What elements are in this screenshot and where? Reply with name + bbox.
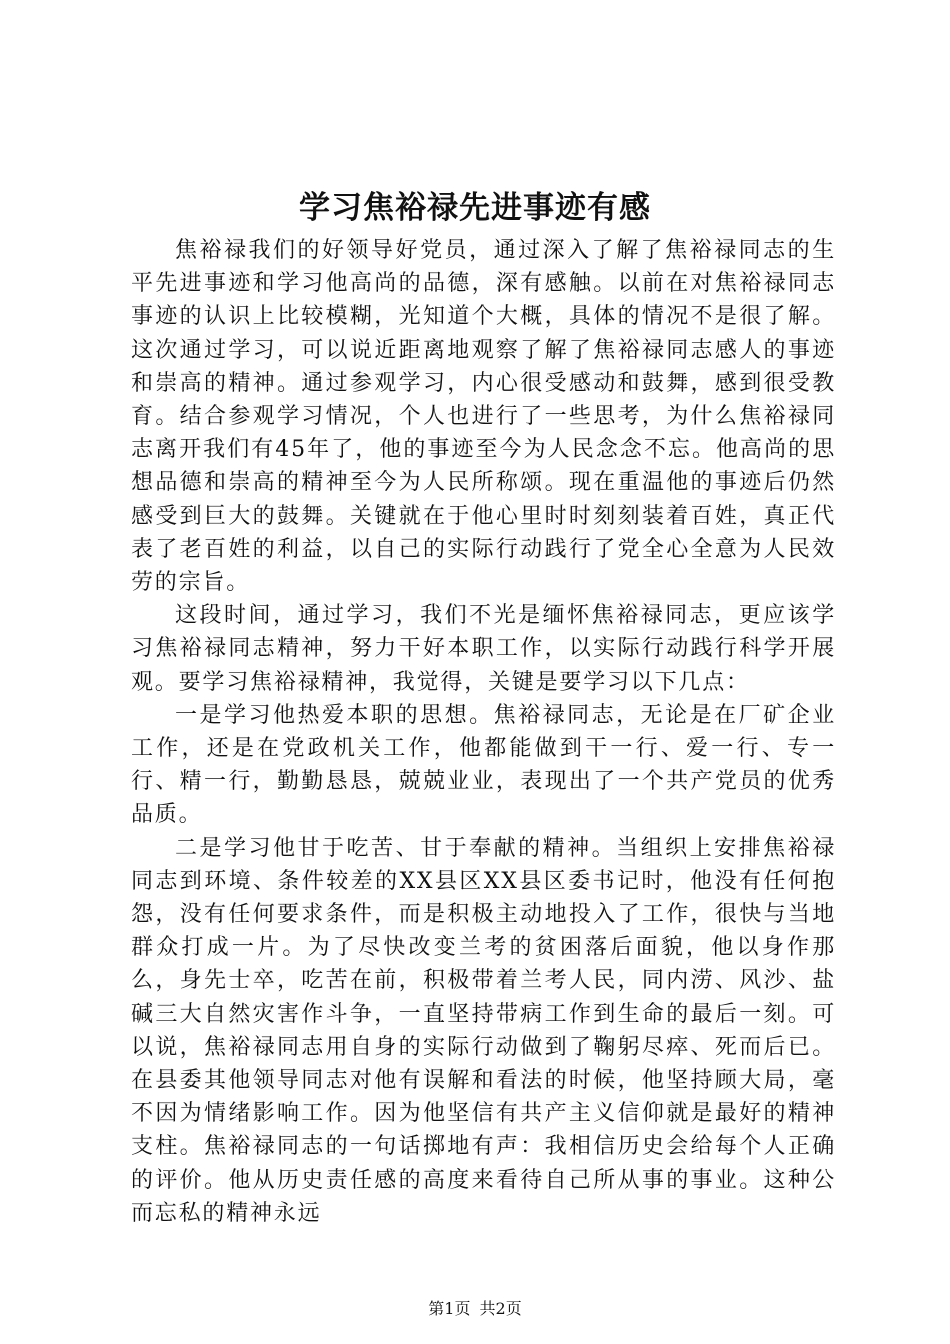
paragraph: 焦裕禄我们的好领导好党员，通过深入了解了焦裕禄同志的生平先进事迹和学习他高尚的品德，深有感触。以前在对焦裕禄同志事迹的认识上比较模糊，光知道个大概，具体的情况不是很了解。这次通过学习，可以说近距离地观察了解了焦裕禄同志感人的事迹和崇高的精神。通过参观学习，内心很受感动和鼓舞，感到很受教育。结合参观学习情况，个人也进行了一些思考，为什么焦裕禄同志离开我们有45年了，他的事迹至今为人民念念不忘。他高尚的思想品德和崇高的精神至今为人民所称颂。现在重温他的事迹后仍然感受到巨大的鼓舞。关键就在于他心里时时刻刻装着百姓，真正代表了老百姓的利益，以自己的实际行动践行了党全心全意为人民效劳的宗旨。 bbox=[131, 238, 836, 596]
paragraph: 二是学习他甘于吃苦、甘于奉献的精神。当组织上安排焦裕禄同志到环境、条件较差的XX县区XX县区委书记时，他没有任何抱怨，没有任何要求条件，而是积极主动地投入了工作，很快与当地群众打成一片。为了尽快改变兰考的贫困落后面貌，他以身作那么，身先士卒，吃苦在前，积极带着兰考人民，同内涝、风沙、盐碱三大自然灾害作斗争，一直坚持带病工作到生命的最后一刻。可以说，焦裕禄同志用自身的实际行动做到了鞠躬尽瘁、死而后已。在县委其他领导同志对他有误解和看法的时候，他坚持顾大局，毫不因为情绪影响工作。因为他坚信有共产主义信仰就是最好的精神支柱。焦裕禄同志的一句话掷地有声：我相信历史会给每个人正确的评价。他从历史责任感的高度来看待自己所从事的事业。这种公而忘私的精神永远 bbox=[131, 835, 836, 1226]
document-body bbox=[131, 234, 836, 1230]
page-footer bbox=[0, 1299, 950, 1319]
page-total: 共2页 bbox=[479, 1299, 522, 1318]
paragraph: 这段时间，通过学习，我们不光是缅怀焦裕禄同志，更应该学习焦裕禄同志精神，努力干好本职工作，以实际行动践行科学开展观。要学习焦裕禄精神，我觉得，关键是要学习以下几点： bbox=[131, 603, 836, 695]
paragraph: 一是学习他热爱本职的思想。焦裕禄同志，无论是在厂矿企业工作，还是在党政机关工作，他都能做到干一行、爱一行、专一行、精一行，勤勤恳恳，兢兢业业，表现出了一个共产党员的优秀品质。 bbox=[131, 702, 836, 828]
page-number: 第1页 bbox=[428, 1299, 471, 1318]
document-title: 学习焦裕禄先进事迹有感 bbox=[299, 190, 651, 226]
